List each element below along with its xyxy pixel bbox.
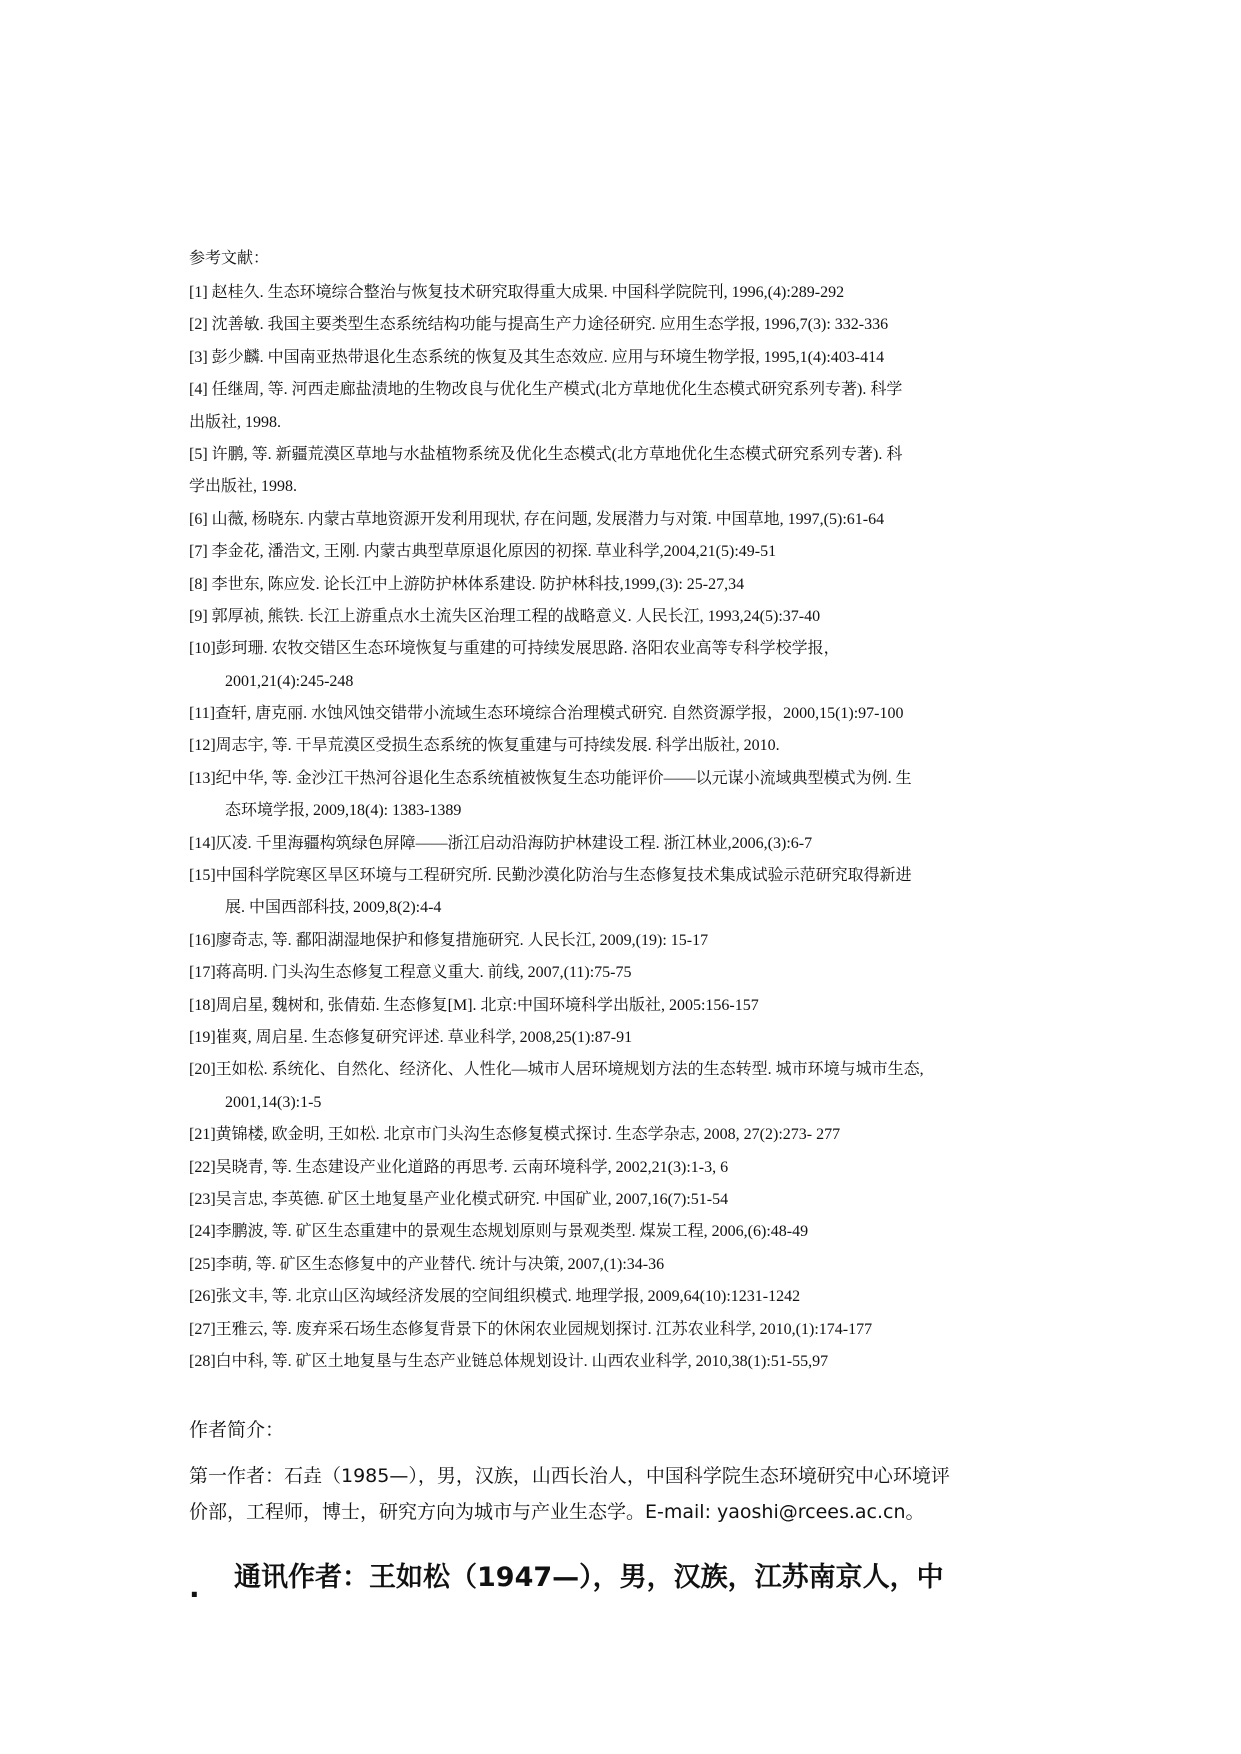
author-intro-heading: 作者简介： [189, 1419, 285, 1441]
reference-line: [15]中国科学院寒区旱区环境与工程研究所. 民勤沙漠化防治与生态修复技术集成试验示范研究取得新进 [189, 867, 912, 885]
reference-line: [18]周启星, 魏树和, 张倩茹. 生态修复[M]. 北京:中国环境科学出版社, 2005:156-157 [189, 996, 759, 1014]
reference-line: [6] 山薇, 杨晓东. 内蒙古草地资源开发利用现状, 存在问题, 发展潜力与对策. 中国草地, 1997,(5):61-64 [189, 510, 885, 528]
reference-line: [12]周志宇, 等. 干旱荒漠区受损生态系统的恢复重建与可持续发展. 科学出版社, 2010. [189, 737, 780, 755]
reference-line: [2] 沈善敏. 我国主要类型生态系统结构功能与提高生产力途径研究. 应用生态学报, 1996,7(3): 332-336 [189, 316, 889, 334]
reference-line: [11]查轩, 唐克丽. 水蚀风蚀交错带小流域生态环境综合治理模式研究. 自然资源学报，2000,15(1):97-100 [189, 705, 904, 723]
reference-line: [13]纪中华, 等. 金沙江干热河谷退化生态系统植被恢复生态功能评价——以元谋小流域典型模式为例. 生 [189, 769, 912, 787]
reference-line: 学出版社, 1998. [189, 478, 298, 496]
reference-line: 态环境学报, 2009,18(4): 1383-1389 [225, 802, 462, 820]
reference-line: [1] 赵桂久. 生态环境综合整治与恢复技术研究取得重大成果. 中国科学院院刊, 1996,(4):289-292 [189, 284, 845, 301]
first-author-bio [189, 1458, 1069, 1530]
reference-line: [22]吴晓青, 等. 生态建设产业化道路的再思考. 云南环境科学, 2002,21(3):1-3, 6 [189, 1158, 729, 1176]
bio-line: 价部，工程师，博士，研究方向为城市与产业生态学。E-mail: yaoshi@rcees.ac.cn。 [189, 1501, 925, 1523]
reference-line: [28]白中科, 等. 矿区土地复垦与生态产业链总体规划设计. 山西农业科学, 2010,38(1):51-55,97 [189, 1352, 829, 1370]
reference-line: [19]崔爽, 周启星. 生态修复研究评述. 草业科学, 2008,25(1):87-91 [189, 1028, 633, 1046]
reference-line: [8] 李世东, 陈应发. 论长江中上游防护林体系建设. 防护林科技,1999,(3): 25-27,34 [189, 575, 745, 593]
document-page [189, 0, 1069, 1754]
list-bullet: . [189, 1571, 200, 1604]
reference-line: [27]王雅云, 等. 废弃采石场生态修复背景下的休闲农业园规划探讨. 江苏农业科学, 2010,(1):174-177 [189, 1320, 873, 1338]
reference-line: [24]李鹏波, 等. 矿区生态重建中的景观生态规划原则与景观类型. 煤炭工程, 2006,(6):48-49 [189, 1223, 809, 1241]
reference-line: [20]王如松. 系统化、自然化、经济化、人性化—城市人居环境规划方法的生态转型. 城市环境与城市生态, [189, 1061, 924, 1079]
bio-line: 第一作者：石垚（1985—），男，汉族，山西长治人，中国科学院生态环境研究中心环境评 [189, 1465, 950, 1487]
reference-line: [7] 李金花, 潘浩文, 王刚. 内蒙古典型草原退化原因的初探. 草业科学,2004,21(5):49-51 [189, 543, 777, 561]
references-heading: 参考文献： [189, 248, 270, 267]
reference-line: [16]廖奇志, 等. 鄱阳湖湿地保护和修复措施研究. 人民长江, 2009,(19): 15-17 [189, 931, 709, 949]
reference-line: 展. 中国西部科技, 2009,8(2):4-4 [225, 899, 442, 917]
reference-line: [10]彭珂珊. 农牧交错区生态环境恢复与重建的可持续发展思路. 洛阳农业高等专科学校学报， [189, 640, 840, 658]
reference-line: [21]黄锦楼, 欧金明, 王如松. 北京市门头沟生态修复模式探讨. 生态学杂志, 2008, 27(2):273- 277 [189, 1126, 841, 1144]
reference-line: 2001,14(3):1-5 [225, 1093, 322, 1111]
reference-line: [3] 彭少麟. 中国南亚热带退化生态系统的恢复及其生态效应. 应用与环境生物学报, 1995,1(4):403-414 [189, 348, 885, 366]
reference-line: [17]蒋高明. 门头沟生态修复工程意义重大. 前线, 2007,(11):75-75 [189, 964, 632, 982]
reference-line: [9] 郭厚祯, 熊铁. 长江上游重点水土流失区治理工程的战略意义. 人民长江, 1993,24(5):37-40 [189, 607, 821, 625]
corresponding-author-line: 通讯作者：王如松（1947—），男，汉族，江苏南京人，中 [234, 1562, 944, 1593]
reference-line: [5] 许鹏, 等. 新疆荒漠区草地与水盐植物系统及优化生态模式(北方草地优化生态模式研究系列专著). 科 [189, 445, 903, 463]
reference-line: 出版社, 1998. [189, 413, 282, 431]
reference-line: [26]张文丰, 等. 北京山区沟域经济发展的空间组织模式. 地理学报, 2009,64(10):1231-1242 [189, 1288, 801, 1306]
reference-line: [23]吴言忠, 李英德. 矿区土地复垦产业化模式研究. 中国矿业, 2007,16(7):51-54 [189, 1190, 729, 1208]
reference-line: 2001,21(4):245-248 [225, 672, 354, 690]
reference-list [189, 277, 1069, 1378]
reference-line: [14]仄凌. 千里海疆构筑绿色屏障——浙江启动沿海防护林建设工程. 浙江林业,2006,(3):6-7 [189, 834, 813, 852]
reference-line: [4] 任继周, 等. 河西走廊盐渍地的生物改良与优化生产模式(北方草地优化生态模式研究系列专著). 科学 [189, 381, 903, 399]
reference-line: [25]李萌, 等. 矿区生态修复中的产业替代. 统计与决策, 2007,(1):34-36 [189, 1255, 665, 1273]
